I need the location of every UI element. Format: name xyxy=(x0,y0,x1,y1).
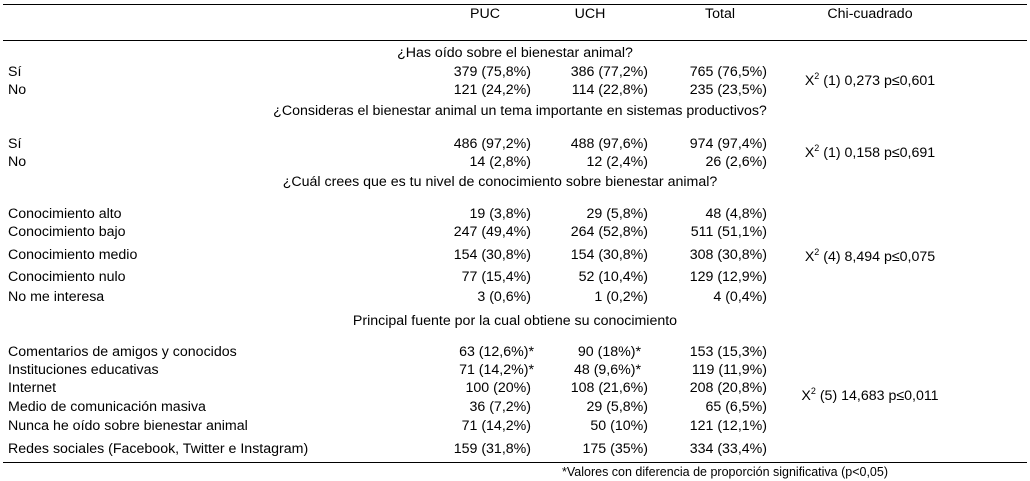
cell-total: 48 (4,8%) xyxy=(705,206,767,222)
chi-square-result xyxy=(775,388,965,405)
cell-uch: 175 (35%) xyxy=(582,441,648,457)
section-title: ¿Has oído sobre el bienestar animal? xyxy=(397,45,633,61)
chi-superscript: 2 xyxy=(814,71,820,81)
cell-puc: 14 (2,8%) xyxy=(469,154,531,170)
chi-superscript: 2 xyxy=(814,247,820,257)
row-label: No xyxy=(8,82,27,98)
chi-square-result xyxy=(780,145,960,162)
cell-uch: 48 (9,6%)* xyxy=(573,362,641,378)
cell-puc: 100 (20%) xyxy=(465,380,531,396)
chi-symbol: X xyxy=(801,388,811,404)
cell-puc: 159 (31,8%) xyxy=(453,441,531,457)
header-uch: UCH xyxy=(574,6,606,22)
cell-total: 129 (12,9%) xyxy=(689,269,767,285)
chi-superscript: 2 xyxy=(810,386,816,396)
header-total: Total xyxy=(705,6,735,22)
section-title: ¿Cuál crees que es tu nivel de conocimiento sobre bienestar animal? xyxy=(282,174,718,190)
cell-total: 4 (0,4%) xyxy=(713,289,767,305)
cell-uch: 29 (5,8%) xyxy=(586,206,648,222)
cell-puc: 77 (15,4%) xyxy=(461,269,531,285)
cell-uch: 108 (21,6%) xyxy=(570,380,648,396)
row-label: Sí xyxy=(8,136,22,152)
cell-uch: 29 (5,8%) xyxy=(586,399,648,415)
cell-puc: 36 (7,2%) xyxy=(469,399,531,415)
cell-puc: 379 (75,8%) xyxy=(453,64,531,80)
cell-uch: 488 (97,6%) xyxy=(570,136,648,152)
cell-uch: 1 (0,2%) xyxy=(594,289,648,305)
cell-uch: 386 (77,2%) xyxy=(570,64,648,80)
chi-value: (5) 14,683 p≤0,011 xyxy=(815,388,939,404)
footnote: *Valores con diferencia de proporción significativa (p<0,05) xyxy=(562,465,888,479)
cell-puc: 71 (14,2%) xyxy=(461,418,531,434)
cell-puc: 3 (0,6%) xyxy=(477,289,531,305)
cell-total: 511 (51,1%) xyxy=(690,224,767,240)
table-top-rule xyxy=(3,4,1027,5)
table-bottom-rule xyxy=(3,462,1027,463)
cell-uch: 50 (10%) xyxy=(590,418,648,434)
cell-uch: 52 (10,4%) xyxy=(578,269,648,285)
chi-square-result xyxy=(780,73,960,90)
header-bottom-rule xyxy=(3,40,1027,41)
cell-total: 65 (6,5%) xyxy=(705,399,767,415)
cell-puc: 247 (49,4%) xyxy=(453,224,531,240)
row-label: Conocimiento medio xyxy=(8,247,138,263)
cell-total: 208 (20,8%) xyxy=(689,380,767,396)
cell-total: 334 (33,4%) xyxy=(689,441,767,457)
cell-total: 26 (2,6%) xyxy=(705,154,767,170)
row-label: Conocimiento bajo xyxy=(8,224,126,240)
chi-value: (1) 0,158 p≤0,691 xyxy=(819,145,936,161)
cell-total: 765 (76,5%) xyxy=(689,64,767,80)
chi-square-result xyxy=(780,249,960,266)
cell-puc: 154 (30,8%) xyxy=(453,247,531,263)
cell-puc: 486 (97,2%) xyxy=(453,136,531,152)
row-label: Redes sociales (Facebook, Twitter e Instagram) xyxy=(8,441,309,457)
chi-value: (1) 0,273 p≤0,601 xyxy=(819,73,936,89)
cell-total: 308 (30,8%) xyxy=(689,247,767,263)
cell-puc: 19 (3,8%) xyxy=(469,206,531,222)
cell-uch: 114 (22,8%) xyxy=(571,82,648,98)
row-label: Medio de comunicación masiva xyxy=(8,399,206,415)
cell-total: 119 (11,9%) xyxy=(691,362,767,378)
cell-uch: 12 (2,4%) xyxy=(586,154,648,170)
cell-uch: 90 (18%)* xyxy=(577,344,641,360)
row-label: Comentarios de amigos y conocidos xyxy=(8,344,237,360)
cell-total: 235 (23,5%) xyxy=(689,82,767,98)
cell-total: 153 (15,3%) xyxy=(689,344,767,360)
row-label: Internet xyxy=(8,380,57,396)
row-label: Instituciones educativas xyxy=(8,362,159,378)
cell-uch: 154 (30,8%) xyxy=(570,247,648,263)
row-label: Nunca he oído sobre bienestar animal xyxy=(8,418,248,434)
row-label: Conocimiento alto xyxy=(8,206,122,222)
chi-superscript: 2 xyxy=(814,143,820,153)
row-label: No xyxy=(8,154,27,170)
row-label: Conocimiento nulo xyxy=(8,269,126,285)
cell-uch: 264 (52,8%) xyxy=(570,224,648,240)
header-chi: Chi-cuadrado xyxy=(827,6,913,22)
section-title: ¿Consideras el bienestar animal un tema importante en sistemas productivos? xyxy=(273,103,767,119)
row-label: No me interesa xyxy=(8,289,105,305)
cell-total: 121 (12,1%) xyxy=(689,418,767,434)
chi-symbol: X xyxy=(804,249,815,265)
header-puc: PUC xyxy=(470,6,500,22)
cell-total: 974 (97,4%) xyxy=(689,136,767,152)
cell-puc: 63 (12,6%)* xyxy=(459,344,534,360)
chi-value: (4) 8,494 p≤0,075 xyxy=(819,249,936,265)
chi-symbol: X xyxy=(804,73,815,89)
section-title: Principal fuente por la cual obtiene su conocimiento xyxy=(352,313,678,329)
cell-puc: 71 (14,2%)* xyxy=(459,362,534,378)
cell-puc: 121 (24,2%) xyxy=(453,82,531,98)
row-label: Sí xyxy=(8,64,22,80)
chi-symbol: X xyxy=(804,145,815,161)
